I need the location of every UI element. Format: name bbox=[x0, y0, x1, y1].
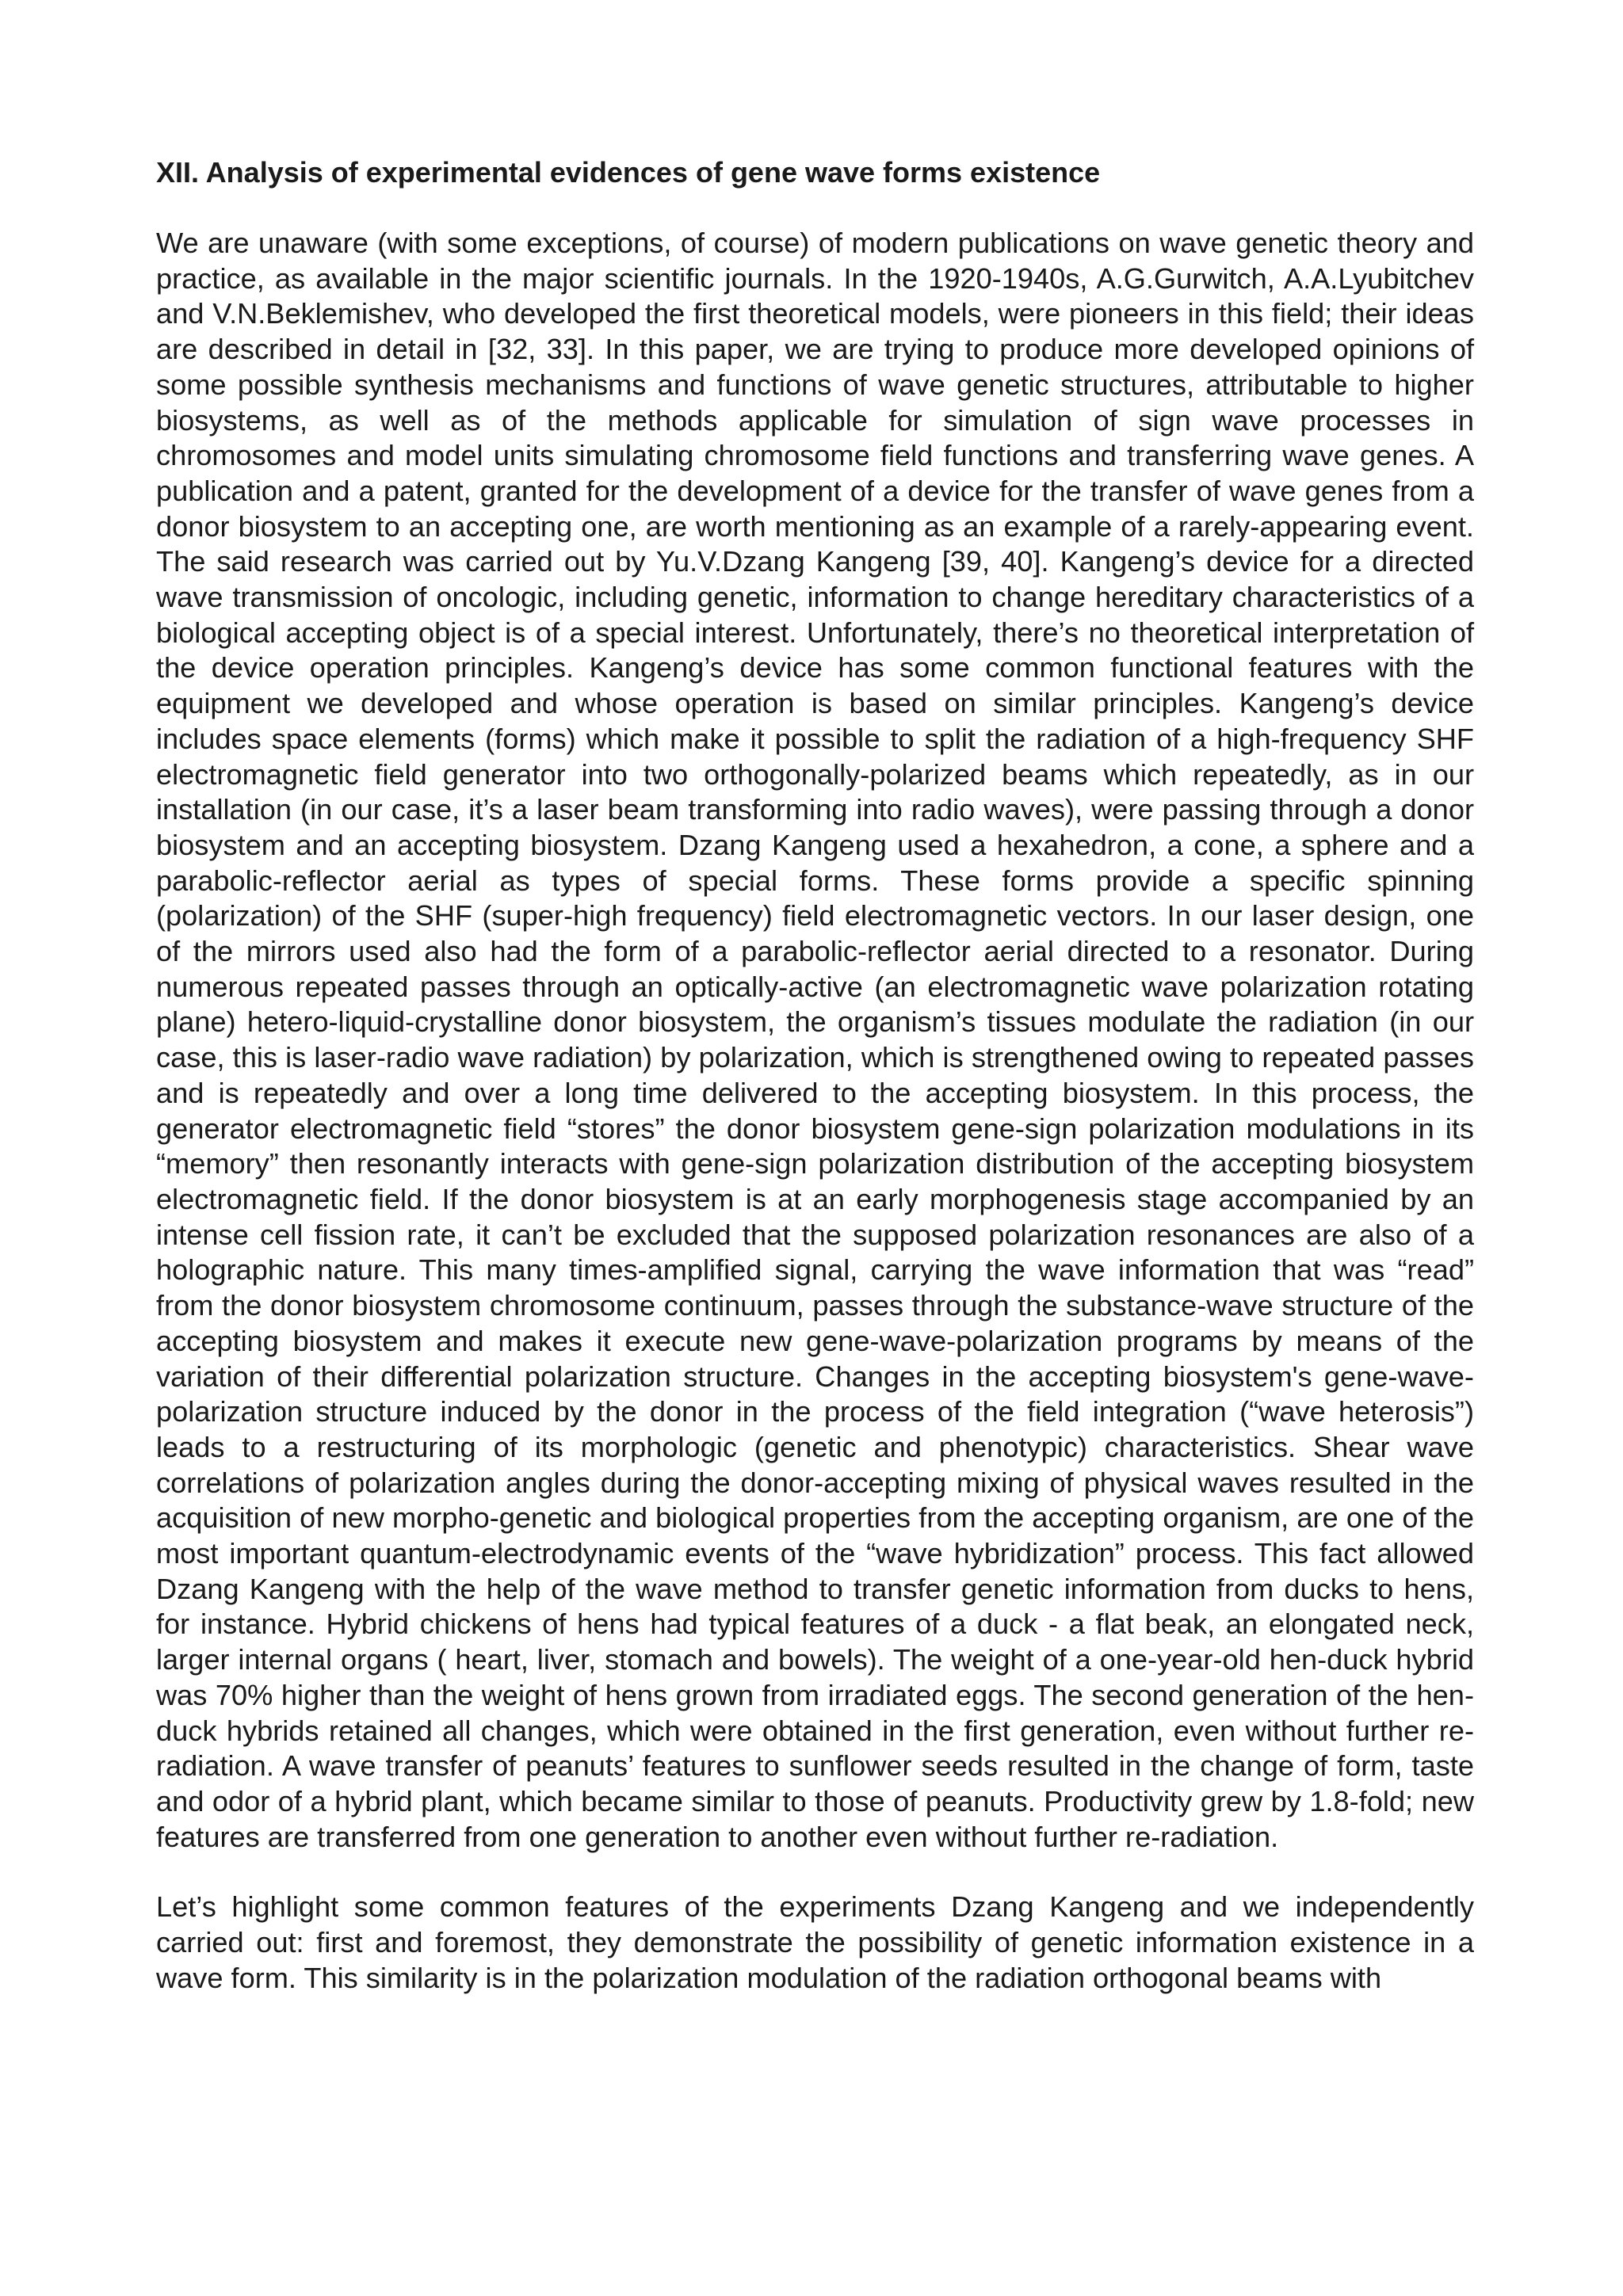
body-paragraph: We are unaware (with some exceptions, of course) of modern publications on wave genetic theory and practice, as available in the major scientific journals. In the 1920-1940s, A.G.Gurwitch, A.A.Lyubitchev and V.N.Beklemishev, who developed the first theoretical models, were pioneers in this field; their ideas are described in detail in [32, 33]. In this paper, we are trying to produce more developed opinions of some possible synthesis mechanisms and functions of wave genetic structures, attributable to higher biosystems, as well as of the methods applicable for simulation of sign wave processes in chromosomes and model units simulating chromosome field functions and transferring wave genes. A publication and a patent, granted for the development of a device for the transfer of wave genes from a donor biosystem to an accepting one, are worth mentioning as an example of a rarely-appearing event. The said research was carried out by Yu.V.Dzang Kangeng [39, 40]. Kangeng’s device for a directed wave transmission of oncologic, including genetic, information to change hereditary characteristics of a biological accepting object is of a special interest. Unfortunately, there’s no theoretical interpretation of the device operation principles. Kangeng’s device has some common functional features with the equipment we developed and whose operation is based on similar principles. Kangeng’s device includes space elements (forms) which make it possible to split the radiation of a high-frequency SHF electromagnetic field generator into two orthogonally-polarized beams which repeatedly, as in our installation (in our case, it’s a laser beam transforming into radio waves), were passing through a donor biosystem and an accepting biosystem. Dzang Kangeng used a hexahedron, a cone, a sphere and a parabolic-reflector aerial as types of special forms. These forms provide a specific spinning (polarization) of the SHF (super-high frequency) field electromagnetic vectors. In our laser design, one of the mirrors used also had the form of a parabolic-reflector aerial directed to a resonator. During numerous repeated passes through an optically-active (an electromagnetic wave polarization rotating plane) hetero-liquid-crystalline donor biosystem, the organism’s tissues modulate the radiation (in our case, this is laser-radio wave radiation) by polarization, which is strengthened owing to repeated passes and is repeatedly and over a long time delivered to the accepting biosystem. In this process, the generator electromagnetic field “stores” the donor biosystem gene-sign polarization modulations in its “memory” then resonantly interacts with gene-sign polarization distribution of the accepting biosystem electromagnetic field. If the donor biosystem is at an early morphogenesis stage accompanied by an intense cell fission rate, it can’t be excluded that the supposed polarization resonances are also of a holographic nature. This many times-amplified signal, carrying the wave information that was “read” from the donor biosystem chromosome continuum, passes through the substance-wave structure of the accepting biosystem and makes it execute new gene-wave-polarization programs by means of the variation of their differential polarization structure. Changes in the accepting biosystem's gene-wave-polarization structure induced by the donor in the process of the field integration (“wave heterosis”) leads to a restructuring of its morphologic (genetic and phenotypic) characteristics. Shear wave correlations of polarization angles during the donor-accepting mixing of physical waves resulted in the acquisition of new morpho-genetic and biological properties from the accepting organism, are one of the most important quantum-electrodynamic events of the “wave hybridization” process. This fact allowed Dzang Kangeng with the help of the wave method to transfer genetic information from ducks to hens, for instance. Hybrid chickens of hens had typical features of a duck - a flat beak, an elongated neck, larger internal organs ( heart, liver, stomach and bowels). The weight of a one-year-old hen-duck hybrid was 70% higher than the weight of hens grown from irradiated eggs. The second generation of the hen-duck hybrids retained all changes, which were obtained in the first generation, even without further re-radiation. A wave transfer of peanuts’ features to sunflower seeds resulted in the change of form, taste and odor of a hybrid plant, which became similar to those of peanuts. Productivity grew by 1.8-fold; new features are transferred from one generation to another even without further re-radiation. bbox=[156, 227, 1474, 1853]
body-paragraph: Let’s highlight some common features of the experiments Dzang Kangeng and we independently carried out: first and foremost, they demonstrate the possibility of genetic information existence in a wave form. This similarity is in the polarization modulation of the radiation orthogonal beams with bbox=[156, 1890, 1474, 1994]
document-page bbox=[156, 153, 1474, 1996]
section-heading: XII. Analysis of experimental evidences of gene wave forms existence bbox=[156, 156, 1101, 189]
